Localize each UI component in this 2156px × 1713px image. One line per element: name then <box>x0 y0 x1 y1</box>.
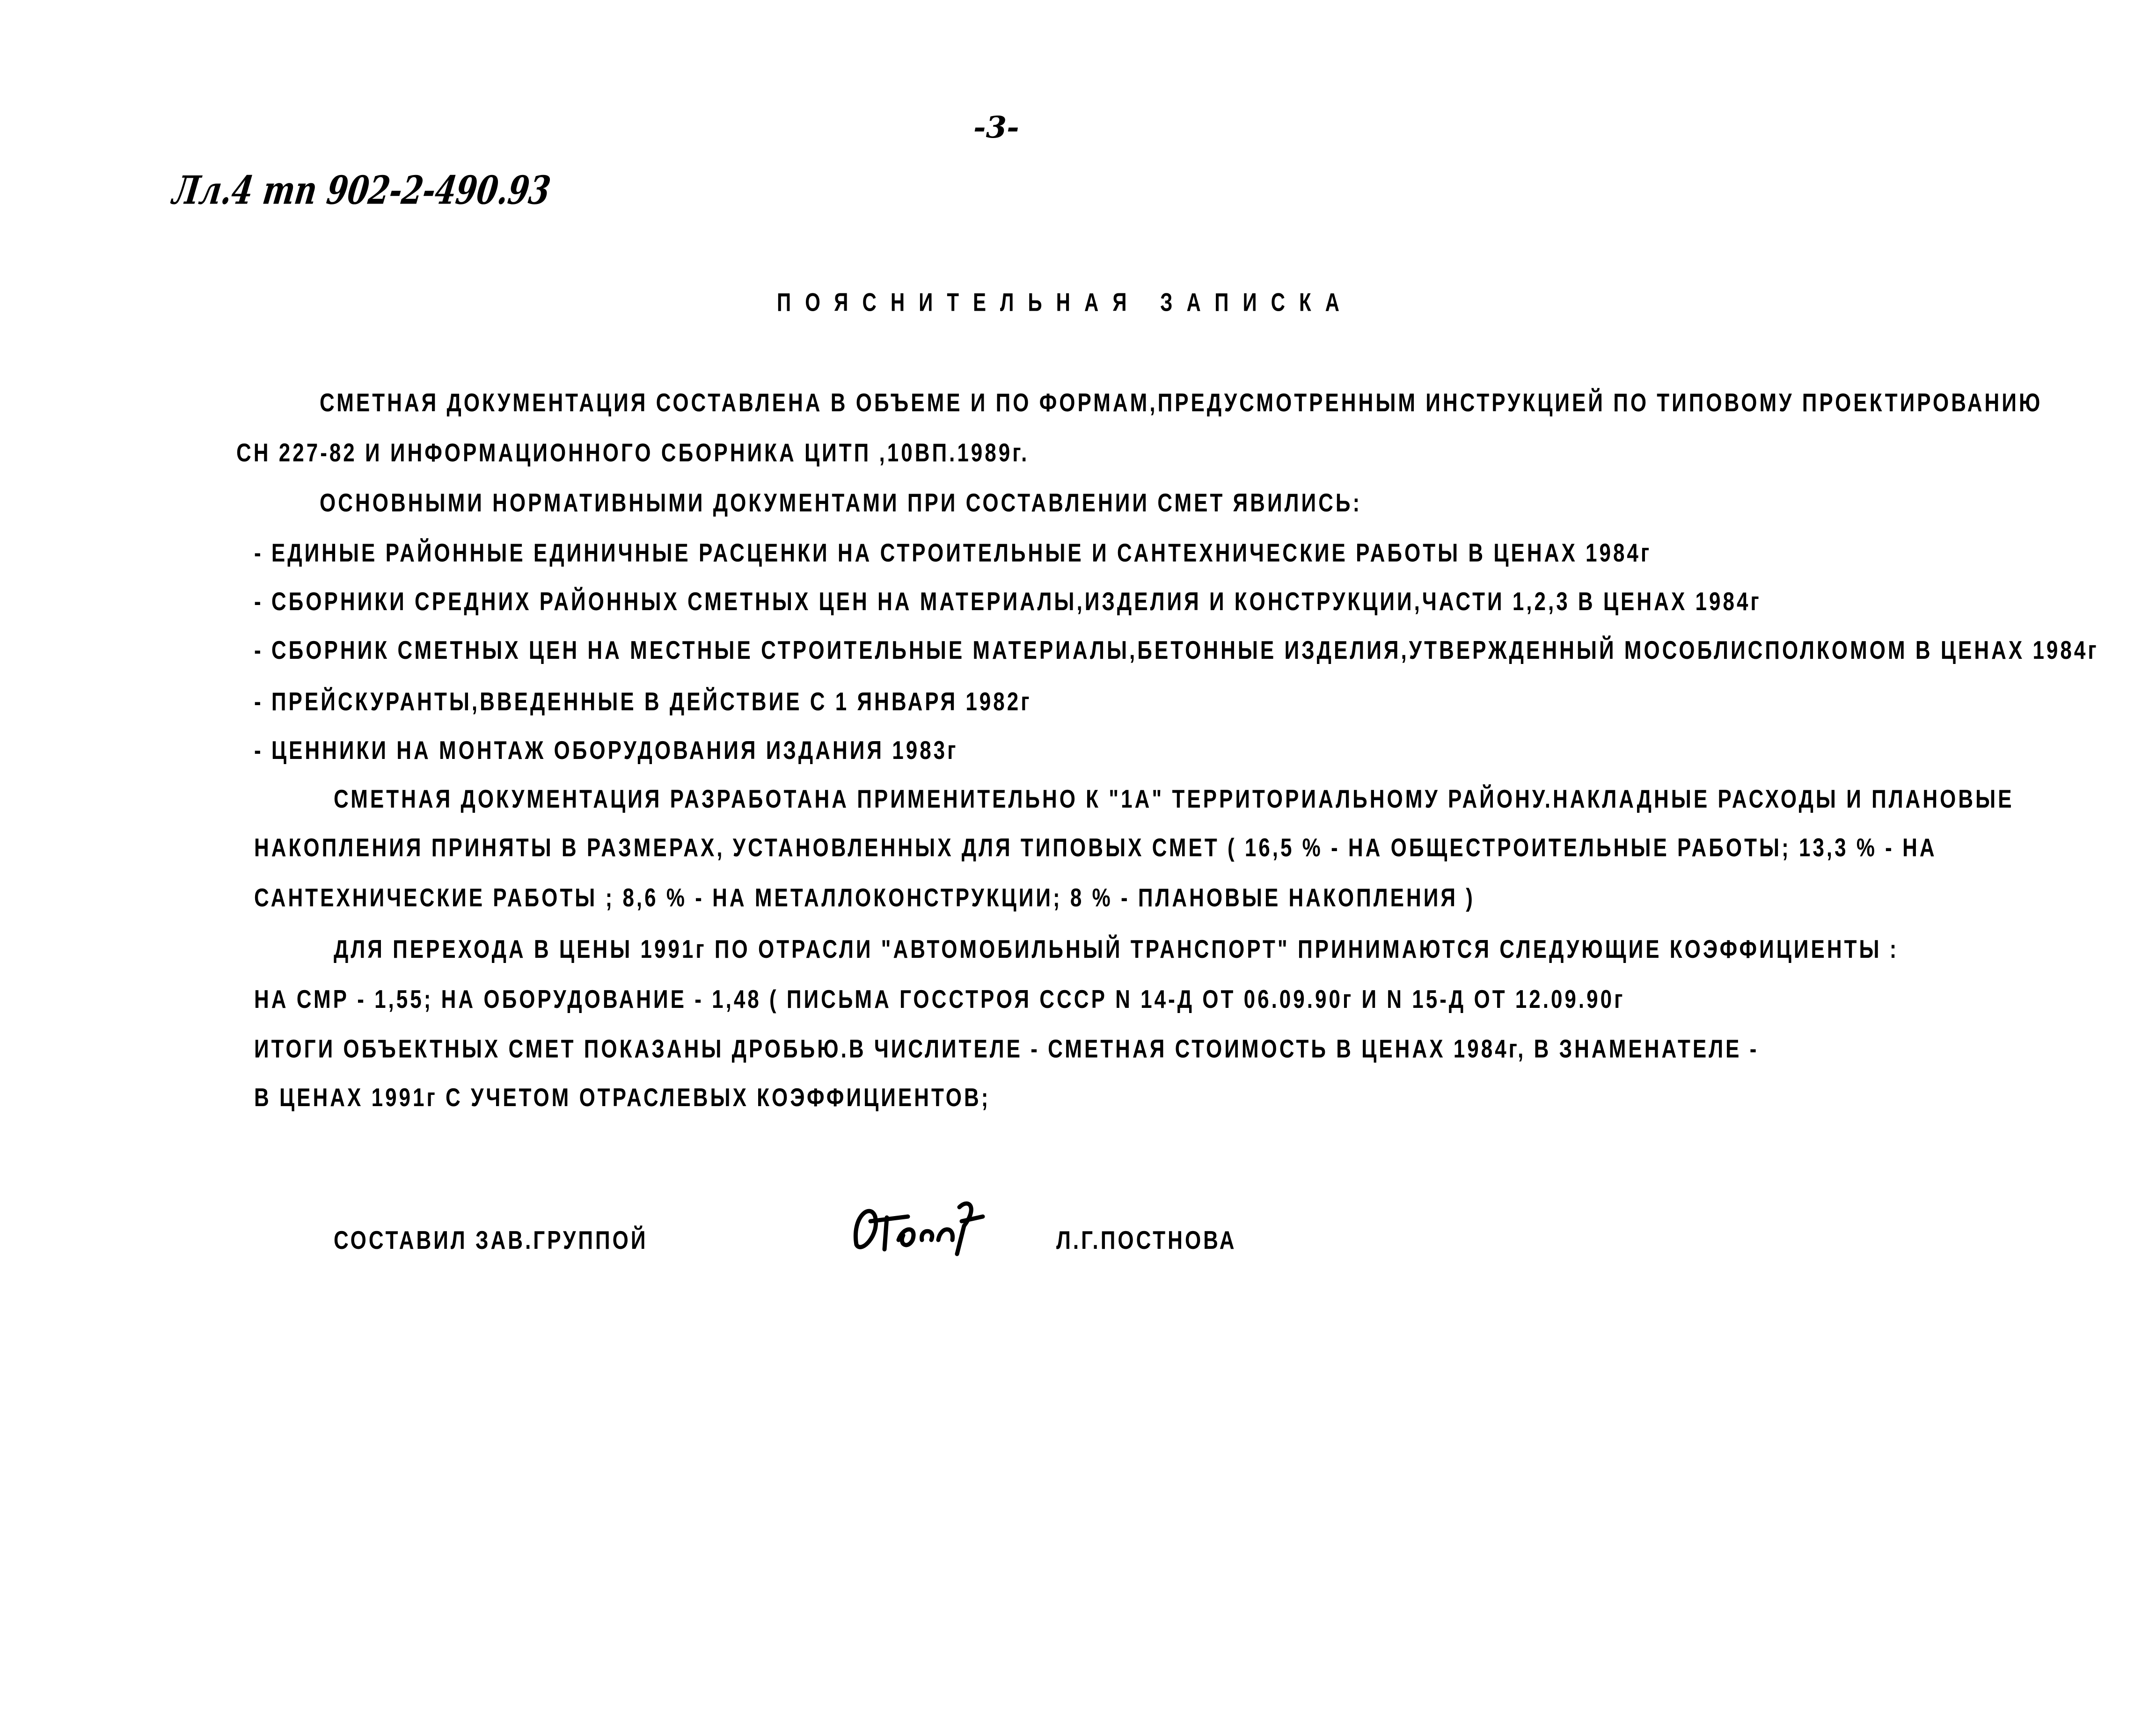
body-line: СМЕТНАЯ ДОКУМЕНТАЦИЯ РАЗРАБОТАНА ПРИМЕНИТЕЛЬНО К "1А" ТЕРРИТОРИАЛЬНОМУ РАЙОНУ.НАКЛАДНЫЕ РАСХОДЫ И ПЛАНОВЫЕ <box>334 785 2014 814</box>
body-line: СН 227-82 И ИНФОРМАЦИОННОГО СБОРНИКА ЦИТП ,10ВП.1989г. <box>236 438 1030 467</box>
body-line: СМЕТНАЯ ДОКУМЕНТАЦИЯ СОСТАВЛЕНА В ОБЪЕМЕ И ПО ФОРМАМ,ПРЕДУСМОТРЕННЫМ ИНСТРУКЦИЕЙ ПО ТИПОВОМУ ПРОЕКТИРОВАНИЮ <box>320 388 2043 417</box>
signatory-position: СОСТАВИЛ ЗАВ.ГРУППОЙ <box>334 1226 648 1255</box>
handwritten-signature <box>842 1188 1001 1263</box>
body-line: ИТОГИ ОБЪЕКТНЫХ СМЕТ ПОКАЗАНЫ ДРОБЬЮ.В ЧИСЛИТЕЛЕ - СМЕТНАЯ СТОИМОСТЬ В ЦЕНАХ 1984г, В ЗНАМЕНАТЕЛЕ - <box>254 1035 1759 1064</box>
body-line: В ЦЕНАХ 1991г С УЧЕТОМ ОТРАСЛЕВЫХ КОЭФФИЦИЕНТОВ; <box>254 1083 991 1112</box>
list-item: - ЕДИНЫЕ РАЙОННЫЕ ЕДИНИЧНЫЕ РАСЦЕНКИ НА СТРОИТЕЛЬНЫЕ И САНТЕХНИЧЕСКИЕ РАБОТЫ В ЦЕНАХ 1984г <box>254 539 1652 568</box>
body-line: ДЛЯ ПЕРЕХОДА В ЦЕНЫ 1991г ПО ОТРАСЛИ "АВТОМОБИЛЬНЫЙ ТРАНСПОРТ" ПРИНИМАЮТСЯ СЛЕДУЮЩИЕ КОЭФФИЦИЕНТЫ : <box>334 935 1899 964</box>
list-item: - ПРЕЙСКУРАНТЫ,ВВЕДЕННЫЕ В ДЕЙСТВИЕ С 1 ЯНВАРЯ 1982г <box>254 687 1032 716</box>
document-title: ПОЯСНИТЕЛЬНАЯ ЗАПИСКА <box>777 288 1353 317</box>
body-line: САНТЕХНИЧЕСКИЕ РАБОТЫ ; 8,6 % - НА МЕТАЛЛОКОНСТРУКЦИИ; 8 % - ПЛАНОВЫЕ НАКОПЛЕНИЯ ) <box>254 883 1475 912</box>
body-line: НАКОПЛЕНИЯ ПРИНЯТЫ В РАЗМЕРАХ, УСТАНОВЛЕННЫХ ДЛЯ ТИПОВЫХ СМЕТ ( 16,5 % - НА ОБЩЕСТРОИТЕЛЬНЫЕ РАБОТЫ; 13,3 % - НА <box>254 833 1937 862</box>
list-item: - СБОРНИКИ СРЕДНИХ РАЙОННЫХ СМЕТНЫХ ЦЕН НА МАТЕРИАЛЫ,ИЗДЕЛИЯ И КОНСТРУКЦИИ,ЧАСТИ 1,2,3 В ЦЕНАХ 1984г <box>254 587 1761 616</box>
document-reference: Лл.4 тп 902-2-490.93 <box>170 168 554 214</box>
signatory-name: Л.Г.ПОСТНОВА <box>1056 1226 1237 1255</box>
list-item: - СБОРНИК СМЕТНЫХ ЦЕН НА МЕСТНЫЕ СТРОИТЕЛЬНЫЕ МАТЕРИАЛЫ,БЕТОННЫЕ ИЗДЕЛИЯ,УТВЕРЖДЕННЫЙ МОСОБЛИСПОЛКОМОМ В ЦЕНАХ 1984г <box>254 636 2099 665</box>
body-line: ОСНОВНЫМИ НОРМАТИВНЫМИ ДОКУМЕНТАМИ ПРИ СОСТАВЛЕНИИ СМЕТ ЯВИЛИСЬ: <box>320 488 1362 518</box>
list-item: - ЦЕННИКИ НА МОНТАЖ ОБОРУДОВАНИЯ ИЗДАНИЯ 1983г <box>254 736 958 765</box>
body-line: НА СМР - 1,55; НА ОБОРУДОВАНИЕ - 1,48 ( ПИСЬМА ГОССТРОЯ СССР N 14-Д ОТ 06.09.90г И N 15-Д ОТ 12.09.90г <box>254 985 1625 1014</box>
page-number: -3- <box>973 110 1019 145</box>
